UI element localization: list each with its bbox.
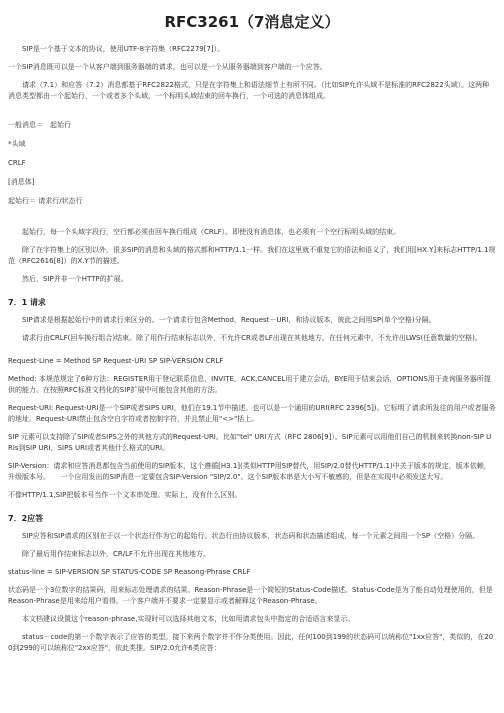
request-line-grammar: Request-Line = Method SP Request-URI SP SIP-VERSION CRLF xyxy=(8,357,224,365)
paragraph-intro-3: 请求（7.1）和应答（7.2）消息都基于RFC2822格式，只是在字符集上和语法细节上有所不同。（比如SIP允许头域不是标准的RFC2822头域）。这两种消息类型都由一个起始行，一个或者多个头域，一个标明头域结束的回车换行，一个可选的消息体组成。 xyxy=(8,81,490,100)
msg-def-line: CRLF xyxy=(8,159,26,167)
paragraph-not-http-extension: 然后，SIP并非一个HTTP的扩展。 xyxy=(22,275,128,283)
msg-def-line: 起始行＝ 请求行/状态行 xyxy=(8,197,83,205)
paragraph-response-crlf: 除了最后用作结束标志以外，CR/LF不允许出现在其他地方。 xyxy=(22,550,211,558)
msg-def-line: [消息体] xyxy=(8,178,35,186)
paragraph-reason-phrase: 本文档建议设置这个reason-phrase,实现时可以选择其他文本，比如用请求包头中指定的合适语言来显示。 xyxy=(22,615,355,623)
msg-def-line: 一般消息＝ 起始行 xyxy=(8,121,71,129)
message-definition xyxy=(8,120,496,207)
paragraph-intro-2: 一个SIP消息既可以是一个从客户端到服务器端的请求，也可以是一个从服务器端到客户端的一个应答。 xyxy=(8,63,327,71)
paragraph-intro-1: SIP是一个基于文本的协议，使用UTF-8字符集（RFC2279[7]）。 xyxy=(22,45,225,53)
paragraph-version-text: 不像HTTP/1.1,SIP把版本号当作一个文本串处理。实际上，没有什么区别。 xyxy=(8,491,242,499)
page-title: RFC3261（7消息定义） xyxy=(164,13,340,31)
paragraph-request-line: SIP请求是根据起始行中的请求行来区分的。一个请求行包含Method，Request－URI，和协议版本，彼此之间用SP(单个空格)分隔。 xyxy=(22,316,436,324)
section-heading-request: 7．1 请求 xyxy=(8,298,46,307)
paragraph-status-code: 状态码是一个3位数字的结果码，用来标志处理请求的结果。Reason-Phrase是一个简短的Status-Code描述。Status-Code是为了能自动处理使用的，但是Reason-Phrase是用来给用户看得。一个客户端并不要求一定要显示或者解释这个Reason-Phrase。 xyxy=(8,586,493,605)
paragraph-sip-version: SIP-Version：请求和应答消息都包含当前使用的SIP版本，这个遵循[H3.1](类似HTTP用SIP替代，用SIP/2.0替代HTTP/1.1)中关于版本的规定，版本依赖，升级版本号。 一个应用发出的SIP消息一定要包含SIP-Version "SIP/2.0"。这个SIP版本串是大小写不敏感的，但是在实现中必须发送大写。 xyxy=(8,462,491,481)
paragraph-crlf: 起始行，每一个头域字段行，空行都必须由回车换行组成（CRLF）。即使没有消息体，也必须有一个空行标明头域的结束。 xyxy=(22,228,401,236)
paragraph-request-crlf: 请求行由CRLF(回车换行组合)结束。除了用作行结束标志以外，不允许CR或者LF出现在其他地方。在任何元素中，不允许出LWS(任意数量的空格)。 xyxy=(22,334,482,342)
paragraph-method: Method: 本规范规定了6种方法：REGISTER用于登记联系信息，INVITE，ACK,CANCEL用于建立会话，BYE用于结束会话，OPTIONS用于查询服务器所提供的能力。在按照RFC标准文档化的SIP扩展中可能包含其他的方法。 xyxy=(8,375,491,394)
status-line-grammar: status-line = SIP-VERSION SP STATUS-CODE SP Reasong-Phrase CRLF xyxy=(8,568,251,576)
section-heading-response: 7．2应答 xyxy=(8,514,44,523)
paragraph-http-relation: 除了在字符集上的区别以外，很多SIP的消息和头域的格式都和HTTP/1.1一样。我们在这里就不重复它的语法和语义了，我们用[HX.Y]来标志HTTP/1.1规范（RFC2616[8]）的X.Y节的描述。 xyxy=(8,246,496,265)
paragraph-uri-schemes: SIP 元素可以支持除了SIP或者SIPS之外的其他方式的Request-URI。比如"tel" URI方式（RFC 2806[9]）。SIP元素可以用他们自己的机制来转换non-SIP URIs到SIP URI，SIPS URI或者其他什么格式的URI。 xyxy=(8,433,492,452)
paragraph-status-classes: status－code的第一个数字表示了应答的类型。接下来两个数字并不作分类使用。因此，任何100到199的状态码可以统称位"1xx应答"，类似的，在200到299的可以统称位"2xx应答"，依此类推。SIP/2.0允许6类应答： xyxy=(8,633,494,652)
paragraph-request-uri: Request-URI: Request-URI是一个SIP或者SIPS URI，他们在19.1节中描述。也可以是一个通用的URI(RFC 2396[5])。它标明了请求所发往的用户或者服务的地址。Request-URI禁止包含空白字符或者控制字符，并且禁止用"<>"括上。 xyxy=(8,404,496,423)
msg-def-line: *头域 xyxy=(8,140,26,148)
paragraph-status-line: SIP应答和SIP请求的区别在于以一个状态行作为它的起始行。状态行由协议版本，状态码和状态描述组成，每一个元素之间用一个SP（空格）分隔。 xyxy=(22,532,480,540)
